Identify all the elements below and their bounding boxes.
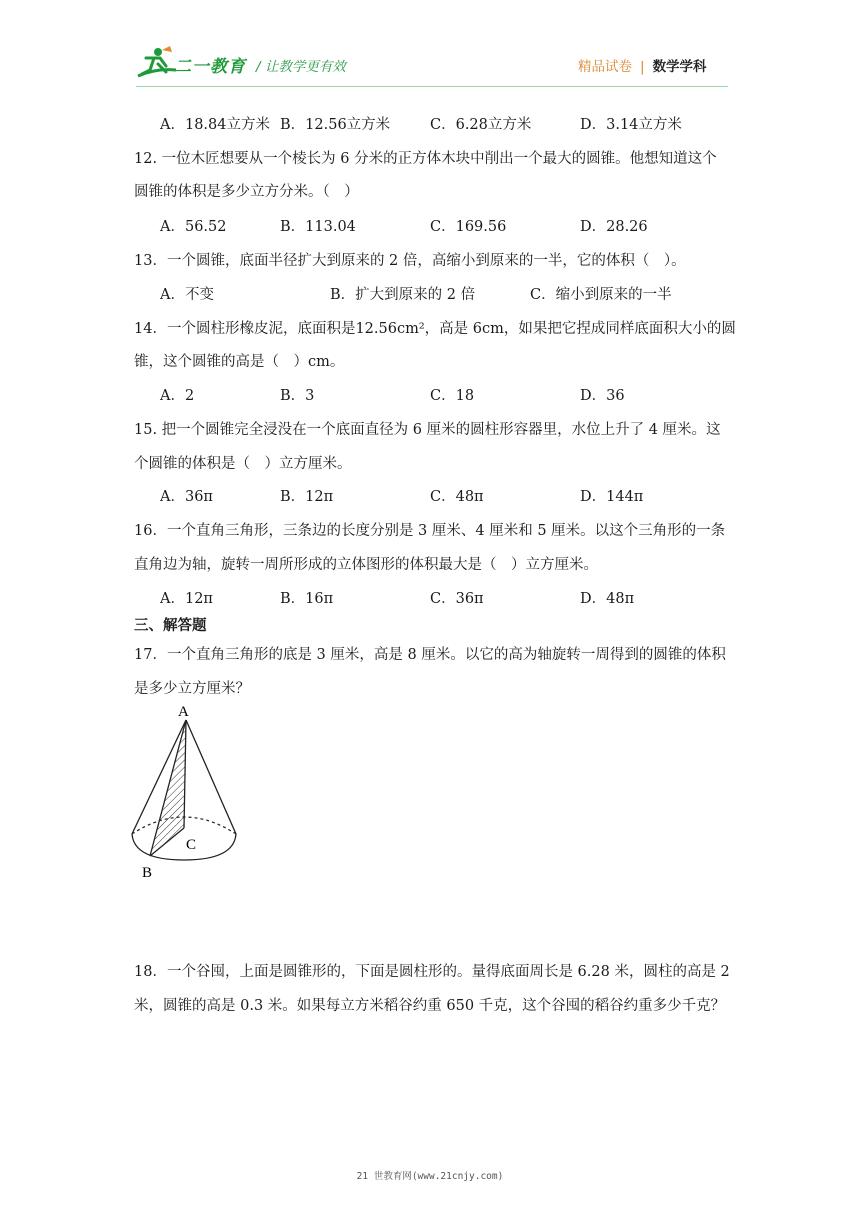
q15-text-line1: 15. 把一个圆锥完全浸没在一个底面直径为 6 厘米的圆柱形容器里，水位上升了 4 厘米。这	[134, 422, 721, 438]
q15-option-b: B．12π	[280, 489, 334, 505]
q11-option-b: B．12.56立方米	[280, 117, 391, 133]
cone-figure	[124, 700, 244, 880]
header-divider	[136, 86, 728, 87]
cone-right-edge	[186, 720, 236, 834]
q16-option-c: C．36π	[430, 591, 484, 607]
label-a: A	[178, 704, 189, 720]
label-c: C	[186, 837, 197, 853]
q16-option-b: B．16π	[280, 591, 334, 607]
q14-option-d: D．36	[580, 388, 625, 404]
page-header	[0, 0, 860, 100]
q18-text-line1: 18．一个谷囤，上面是圆锥形的，下面是圆柱形的。量得底面周长是 6.28 米，圆柱的高是 2	[134, 964, 730, 980]
q11-option-a: A．18.84立方米	[160, 117, 270, 133]
q14-option-a: A．2	[160, 388, 195, 404]
q13-text-line1: 13．一个圆锥，底面半径扩大到原来的 2 倍，高缩小到原来的一半，它的体积（ ）。	[134, 253, 686, 269]
q11-option-d: D．3.14立方米	[580, 117, 682, 133]
q17-text-line2: 是多少立方厘米？	[134, 681, 250, 697]
q12-text-line1: 12. 一位木匠想要从一个棱长为 6 分米的正方体木块中削出一个最大的圆锥。他想知道这个	[134, 151, 717, 167]
header-right	[578, 55, 707, 75]
base-front-arc	[132, 834, 236, 860]
q13-option-a: A．不变	[160, 287, 214, 303]
q15-option-c: C．48π	[430, 489, 484, 505]
header-separator: |	[640, 59, 645, 75]
q14-option-c: C．18	[430, 388, 475, 404]
q14-option-b: B．3	[280, 388, 315, 404]
header-tag: 精品试卷	[578, 59, 632, 75]
q16-text-line2: 直角边为轴，旋转一周所形成的立体图形的体积最大是（ ）立方厘米。	[134, 557, 598, 573]
q17-text-line1: 17．一个直角三角形的底是 3 厘米，高是 8 厘米。以它的高为轴旋转一周得到的圆锥的体积	[134, 647, 726, 663]
page-footer: 21 世教育网(www.21cnjy.com)	[356, 1171, 504, 1182]
label-b: B	[142, 865, 153, 880]
section-title: 三、解答题	[134, 617, 207, 634]
q14-text-line2: 锥，这个圆锥的高是（ ）cm。	[134, 354, 345, 370]
q15-text-line2: 个圆锥的体积是（ ）立方厘米。	[134, 456, 352, 472]
header-slogan: / 让教学更有效	[256, 59, 346, 75]
logo-text: 二一教育	[174, 57, 246, 77]
q12-option-c: C．169.56	[430, 219, 507, 235]
q12-option-a: A．56.52	[160, 219, 227, 235]
q12-option-d: D．28.26	[580, 219, 648, 235]
q13-option-b: B．扩大到原来的 2 倍	[330, 287, 476, 303]
q13-option-c: C．缩小到原来的一半	[530, 287, 672, 303]
header-subject: 数学学科	[652, 59, 707, 75]
q16-text-line1: 16．一个直角三角形，三条边的长度分别是 3 厘米、4 厘米和 5 厘米。以这个三角形的一条	[134, 523, 726, 539]
q15-option-d: D．144π	[580, 489, 644, 505]
q14-text-line1: 14．一个圆柱形橡皮泥，底面积是12.56cm²，高是 6cm，如果把它捏成同样底面积大小的圆	[134, 321, 736, 337]
q12-text-line2: 圆锥的体积是多少立方分米。（ ）	[134, 184, 359, 200]
q16-option-d: D．48π	[580, 591, 635, 607]
q11-option-c: C．6.28立方米	[430, 117, 532, 133]
q16-option-a: A．12π	[160, 591, 213, 607]
q15-option-a: A．36π	[160, 489, 213, 505]
q12-option-b: B．113.04	[280, 219, 356, 235]
q18-text-line2: 米，圆锥的高是 0.3 米。如果每立方米稻谷约重 650 千克，这个谷囤的稻谷约重多少千克？	[134, 998, 726, 1014]
